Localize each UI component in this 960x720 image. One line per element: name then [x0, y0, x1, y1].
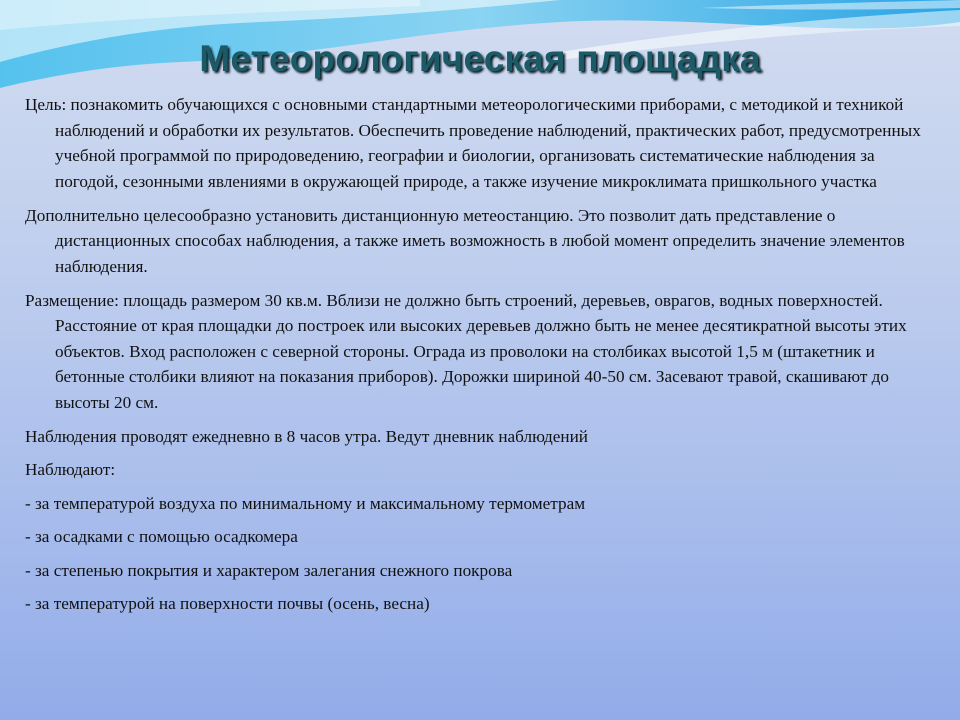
- schedule-paragraph: Наблюдения проводят ежедневно в 8 часов утра. Ведут дневник наблюдений: [25, 426, 589, 446]
- list-item: - за осадками с помощью осадкомера: [25, 527, 298, 546]
- remote-station-paragraph: Дополнительно целесообразно установить дистанционную метеостанцию. Это позволит дать представление о дистанционных способах наблюдения, а также иметь возможность в любой момент определить значение элементов наблюдения.: [25, 205, 905, 276]
- slide-title: Метеорологическая площадка: [199, 38, 761, 79]
- goal-paragraph: Цель: познакомить обучающихся с основными стандартными метеорологическими приборами, с методикой и техникой наблюдений и обработки их результатов. Обеспечить проведение наблюдений, практических работ, предусмотренных учебной программой по природоведению, географии и биологии, организовать систематические наблюдения за погодой, сезонными явлениями в окружающей природе, а также изучение микроклимата пришкольного участка: [25, 95, 921, 191]
- list-item: - за степенью покрытия и характером залегания снежного покрова: [25, 560, 513, 580]
- slide-body: [25, 92, 933, 625]
- observations-heading: Наблюдают:: [25, 460, 116, 479]
- placement-paragraph: Размещение: площадь размером 30 кв.м. Вблизи не должно быть строений, деревьев, оврагов, водных поверхностей. Расстояние от края площадки до построек или высоких деревьев должно быть не менее десятикратной высоты этих объектов. Вход расположен с северной стороны. Ограда из проволоки на столбиках высотой 1,5 м (штакетник и бетонные столбики влияют на показания приборов). Дорожки шириной 40-50 см. Засевают травой, скашивают до высоты 20 см.: [25, 290, 907, 412]
- list-item: - за температурой воздуха по минимальному и максимальному термометрам: [25, 493, 586, 513]
- list-item: - за температурой на поверхности почвы (осень, весна): [25, 594, 430, 613]
